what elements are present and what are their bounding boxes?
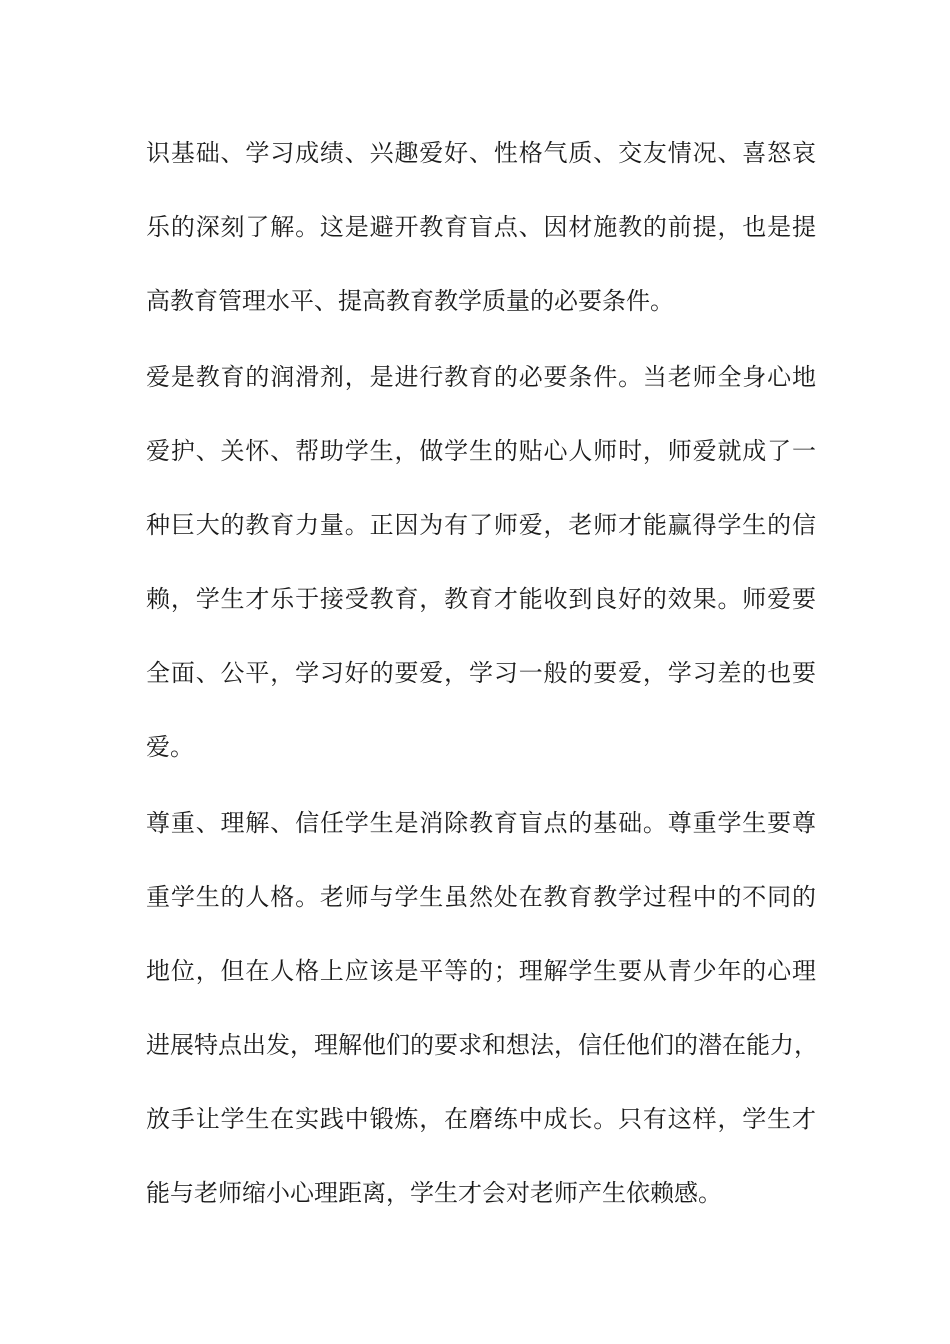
paragraph-3-line-6: 能与老师缩小心理距离，学生才会对老师产生依赖感。 bbox=[146, 1179, 722, 1207]
paragraph-1-line-3: 高教育管理水平、提高教育教学质量的必要条件。 bbox=[146, 287, 674, 315]
paragraph-3-line-2: 重学生的人格。老师与学生虽然处在教育教学过程中的不同的 bbox=[146, 883, 816, 911]
paragraph-1-line-2: 乐的深刻了解。这是避开教育盲点、因材施教的前提，也是提 bbox=[146, 213, 816, 241]
paragraph-2-line-3: 种巨大的教育力量。正因为有了师爱，老师才能赢得学生的信 bbox=[146, 511, 816, 539]
paragraph-2-line-6: 爱。 bbox=[146, 733, 194, 761]
paragraph-3-line-1: 尊重、理解、信任学生是消除教育盲点的基础。尊重学生要尊 bbox=[146, 809, 816, 837]
paragraph-2-line-4: 赖，学生才乐于接受教育，教育才能收到良好的效果。师爱要 bbox=[146, 585, 816, 613]
paragraph-1-line-1: 识基础、学习成绩、兴趣爱好、性格气质、交友情况、喜怒哀 bbox=[146, 139, 816, 167]
paragraph-2-line-1: 爱是教育的润滑剂，是进行教育的必要条件。当老师全身心地 bbox=[146, 363, 816, 391]
paragraph-3-line-3: 地位，但在人格上应该是平等的；理解学生要从青少年的心理 bbox=[146, 957, 816, 985]
paragraph-3-line-5: 放手让学生在实践中锻炼，在磨练中成长。只有这样，学生才 bbox=[146, 1105, 816, 1133]
paragraph-3-line-4: 进展特点出发，理解他们的要求和想法，信任他们的潜在能力， bbox=[146, 1031, 818, 1059]
paragraph-2-line-2: 爱护、关怀、帮助学生，做学生的贴心人师时，师爱就成了一 bbox=[146, 437, 816, 465]
paragraph-2-line-5: 全面、公平，学习好的要爱，学习一般的要爱，学习差的也要 bbox=[146, 659, 816, 687]
